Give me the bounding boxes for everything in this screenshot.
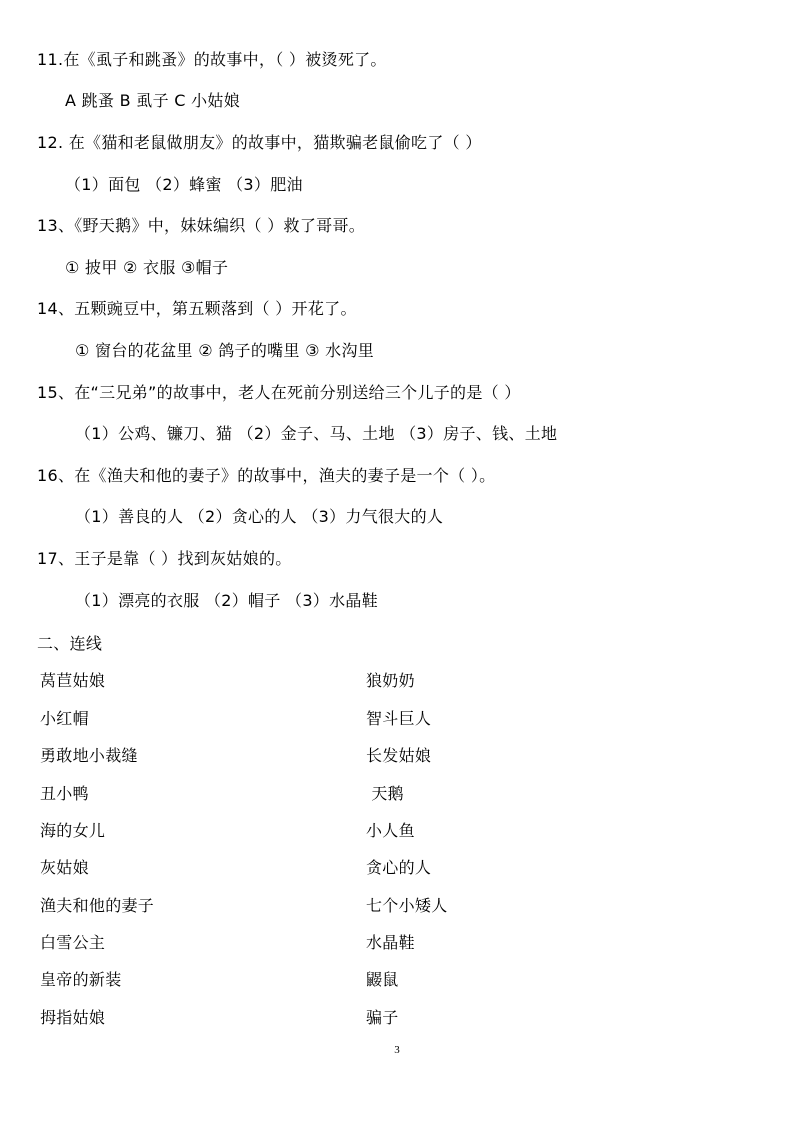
- match-left-item: 丑小鸭: [40, 784, 89, 803]
- match-right-item: 智斗巨人: [366, 709, 432, 728]
- match-left-item: 白雪公主: [40, 933, 106, 952]
- match-right-item: 狼奶奶: [366, 671, 415, 690]
- page-number: 3: [394, 1044, 400, 1056]
- question-stem: 16、在《渔夫和他的妻子》的故事中，渔夫的妻子是一个（ ）。: [37, 466, 496, 485]
- section-heading: 二、连线: [37, 634, 103, 653]
- match-left-item: 莴苣姑娘: [40, 671, 106, 690]
- question-options: ① 披甲 ② 衣服 ③帽子: [65, 258, 229, 277]
- match-right-item: 骗子: [366, 1008, 399, 1027]
- question-options: （1）公鸡、镰刀、猫 （2）金子、马、土地 （3）房子、钱、土地: [75, 424, 558, 443]
- question-stem: 14、五颗豌豆中，第五颗落到（ ）开花了。: [37, 299, 357, 318]
- match-left-item: 皇帝的新装: [40, 970, 122, 989]
- question-stem: 12. 在《猫和老鼠做朋友》的故事中，猫欺骗老鼠偷吃了（ ）: [37, 133, 482, 152]
- match-right-item: 贪心的人: [366, 858, 432, 877]
- match-right-item: 鼹鼠: [366, 970, 399, 989]
- match-right-item: 长发姑娘: [366, 746, 432, 765]
- question-stem: 11.在《虱子和跳蚤》的故事中，（ ）被烫死了。: [37, 50, 387, 69]
- question-options: （1）漂亮的衣服 （2）帽子 （3）水晶鞋: [75, 591, 379, 610]
- question-stem: 15、在“三兄弟”的故事中，老人在死前分别送给三个儿子的是（ ）: [37, 383, 521, 402]
- match-left-item: 渔夫和他的妻子: [40, 896, 155, 915]
- match-left-item: 海的女儿: [40, 821, 106, 840]
- question-options: A 跳蚤 B 虱子 C 小姑娘: [65, 91, 241, 110]
- match-right-item: 天鹅: [366, 784, 404, 803]
- question-stem: 13、《野天鹅》中，妹妹编织（ ）救了哥哥。: [37, 216, 366, 235]
- question-options: （1）面包 （2）蜂蜜 （3）肥油: [65, 175, 303, 194]
- question-options: ① 窗台的花盆里 ② 鸽子的嘴里 ③ 水沟里: [75, 341, 375, 360]
- match-left-item: 灰姑娘: [40, 858, 89, 877]
- question-options: （1）善良的人 （2）贪心的人 （3）力气很大的人: [75, 507, 444, 526]
- match-right-item: 小人鱼: [366, 821, 415, 840]
- match-left-item: 拇指姑娘: [40, 1008, 106, 1027]
- match-left-item: 勇敢地小裁缝: [40, 746, 138, 765]
- question-stem: 17、王子是靠（ ）找到灰姑娘的。: [37, 549, 292, 568]
- match-left-item: 小红帽: [40, 709, 89, 728]
- match-right-item: 七个小矮人: [366, 896, 448, 915]
- match-right-item: 水晶鞋: [366, 933, 415, 952]
